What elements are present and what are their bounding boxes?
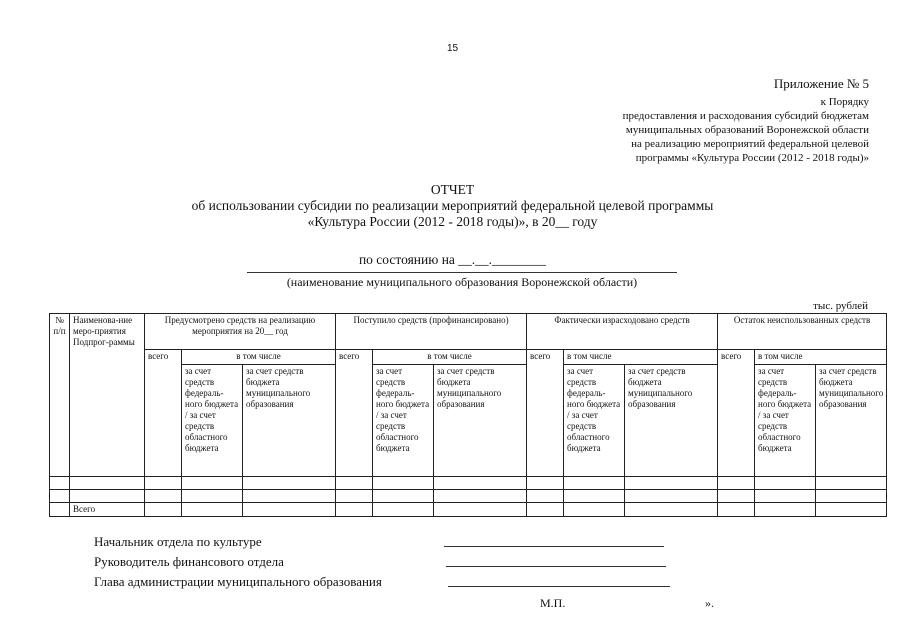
- municipal-source-header: за счет средств бюджета муниципального образования: [816, 365, 887, 477]
- federal-source-header: за счет средств федераль-ного бюджета / за счет средств областного бюджета: [373, 365, 434, 477]
- group-header-received: Поступило средств (профинансировано): [336, 314, 527, 350]
- subheader-row: [50, 350, 887, 365]
- header-row: [50, 314, 887, 350]
- seal-label: М.П.: [540, 596, 566, 610]
- group-header-spent: Фактически израсходовано средств: [527, 314, 718, 350]
- total-header-continuation: [718, 365, 755, 477]
- federal-source-header: за счет средств федераль-ного бюджета / за счет средств областного бюджета: [182, 365, 243, 477]
- total-header-continuation: [527, 365, 564, 477]
- municipal-source-header: за счет средств бюджета муниципального образования: [243, 365, 336, 477]
- municipality-field: [247, 272, 677, 290]
- group-header-remaining: Остаток неиспользованных средств: [718, 314, 887, 350]
- closing-quote: ».: [705, 596, 714, 610]
- including-header: в том числе: [564, 350, 718, 365]
- including-header: в том числе: [182, 350, 336, 365]
- municipality-caption: (наименование муниципального образования Воронежской области): [286, 275, 638, 289]
- federal-source-header: за счет средств федераль-ного бюджета / за счет средств областного бюджета: [755, 365, 816, 477]
- signature-line: [448, 586, 670, 587]
- appendix-line: на реализацию мероприятий федеральной целевой: [631, 138, 869, 150]
- signature-head-finance: Руководитель финансового отдела: [94, 554, 284, 569]
- appendix-title: Приложение № 5: [773, 76, 869, 91]
- report-subtitle: «Культура России (2012 - 2018 годы)», в 20__ году: [307, 214, 598, 229]
- signature-line: [444, 546, 664, 547]
- group-header-planned: Предусмотрено средств на реализацию мероприятия на 20__ год: [145, 314, 336, 350]
- report-title-block: [0, 182, 905, 230]
- signature-head-admin: Глава администрации муниципального образования: [94, 574, 382, 589]
- report-subtitle: об использовании субсидии по реализации мероприятий федеральной целевой программы: [191, 198, 714, 213]
- total-header: всего: [718, 350, 755, 365]
- including-header: в том числе: [755, 350, 887, 365]
- report-title: ОТЧЕТ: [430, 182, 475, 197]
- report-table: [49, 313, 887, 517]
- appendix-line: программы «Культура России (2012 - 2018 годы)»: [635, 152, 869, 164]
- col-name-header: Наименова-ние меро-приятия Подпрог-раммы: [70, 314, 145, 477]
- appendix-block: [529, 76, 869, 165]
- units-label: тыс. рублей: [813, 300, 868, 312]
- col-number-header: № п/п: [50, 314, 70, 477]
- total-row: [50, 503, 887, 517]
- total-header: всего: [336, 350, 373, 365]
- report-date-line: по состоянию на __.__.________: [358, 252, 547, 267]
- total-header: всего: [527, 350, 564, 365]
- total-row-label: Всего: [70, 503, 145, 517]
- federal-source-header: за счет средств федераль-ного бюджета / за счет средств областного бюджета: [564, 365, 625, 477]
- municipal-source-header: за счет средств бюджета муниципального образования: [434, 365, 527, 477]
- appendix-line: предоставления и расходования субсидий бюджетам: [622, 110, 869, 122]
- municipal-source-header: за счет средств бюджета муниципального образования: [625, 365, 718, 477]
- table-row: [50, 490, 887, 503]
- total-header-continuation: [145, 365, 182, 477]
- appendix-line: муниципальных образований Воронежской области: [625, 124, 869, 136]
- funding-source-row: [50, 365, 887, 477]
- page-number: 15: [446, 43, 459, 54]
- table-row: [50, 477, 887, 490]
- signature-line: [446, 566, 666, 567]
- total-header: всего: [145, 350, 182, 365]
- total-header-continuation: [336, 365, 373, 477]
- including-header: в том числе: [373, 350, 527, 365]
- appendix-line: к Порядку: [820, 96, 869, 108]
- municipality-blank-line: [247, 272, 677, 273]
- signature-head-culture: Начальник отдела по культуре: [94, 534, 262, 549]
